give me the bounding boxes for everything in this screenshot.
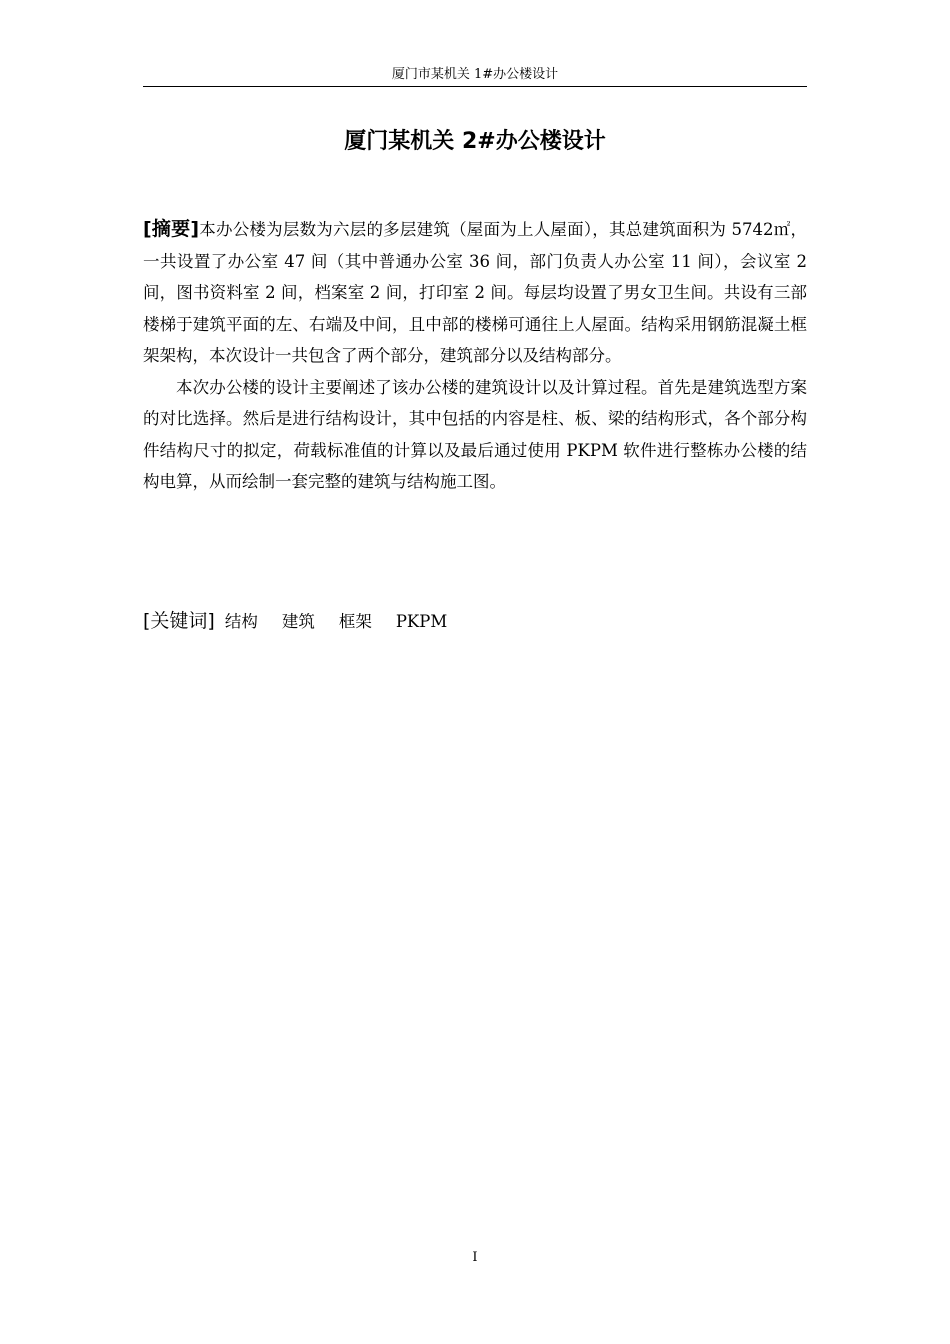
- keywords-section: [143, 605, 807, 638]
- document-title: 厦门某机关 2#办公楼设计: [344, 129, 606, 154]
- abstract-paragraph-1: [143, 214, 807, 372]
- abstract-label: [摘要]: [143, 218, 200, 240]
- abstract-text-1: 本办公楼为层数为六层的多层建筑（屋面为上人屋面），其总建筑面积为 5742㎡，一共设置了办公室 47 间（其中普通办公室 36 间，部门负责人办公室 11 间），会议室 2 间，图书资料室 2 间，档案室 2 间，打印室 2 间。每层均设置了男女卫生间。共设有三部楼梯于建筑平面的左、右端及中间，且中部的楼梯可通往上人屋面。结构采用钢筋混凝土框架架构，本次设计一共包含了两个部分，建筑部分以及结构部分。: [143, 220, 807, 365]
- keyword-item: 框架: [338, 612, 372, 631]
- running-header: 厦门市某机关 1#办公楼设计: [391, 67, 559, 82]
- abstract-paragraph-2: 本次办公楼的设计主要阐述了该办公楼的建筑设计以及计算过程。首先是建筑选型方案的对比选择。然后是进行结构设计，其中包括的内容是柱、板、梁的结构形式，各个部分构件结构尺寸的拟定，荷载标准值的计算以及最后通过使用 PKPM 软件进行整栋办公楼的结构电算，从而绘制一套完整的建筑与结构施工图。: [143, 377, 807, 491]
- keyword-item: 结构: [224, 612, 258, 631]
- keyword-item: 建筑: [281, 612, 315, 631]
- keywords-label: [关键词]: [143, 610, 215, 632]
- keyword-item: PKPM: [395, 612, 448, 631]
- page-number: I: [472, 1250, 478, 1265]
- abstract-section: [143, 214, 807, 498]
- header-rule: [143, 86, 807, 87]
